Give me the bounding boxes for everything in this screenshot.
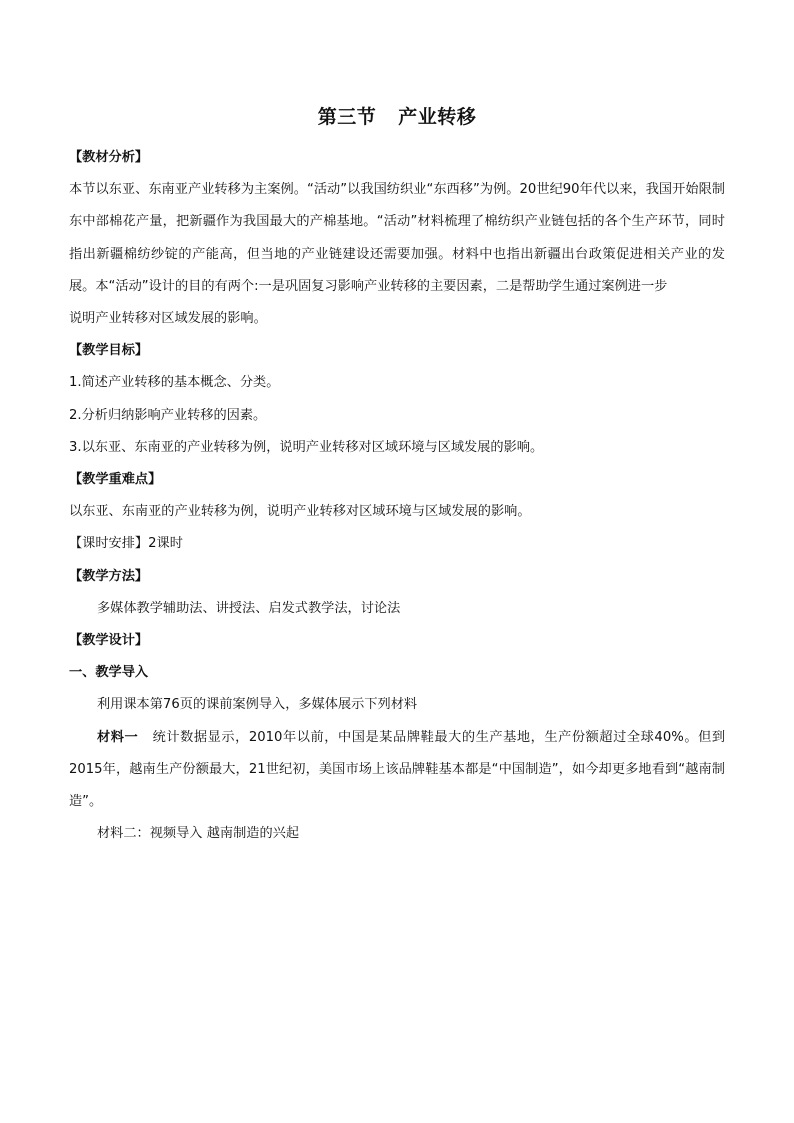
section-intro-title: 一、教学导入 (69, 665, 149, 681)
design-heading: 【教学设计】 (69, 633, 149, 649)
analysis-heading: 【教材分析】 (69, 150, 149, 165)
goal-item-1: 1.简述产业转移的基本概念、分类。 (69, 375, 280, 391)
page-title (0, 102, 794, 129)
schedule-value: 2课时 (148, 536, 183, 552)
material-one-label: 材料一 (97, 729, 139, 745)
material-one-text: 统计数据显示，2010年以前，中国是某品牌鞋最大的生产基地，生产份额超过全球40%。但到2015年，越南生产份额最大，21世纪初，美国市场上该品牌鞋基本都是“中国制造”，如今却更多地看到“越南制造”。 (69, 729, 726, 810)
schedule-line (69, 528, 725, 560)
goal-item-2: 2.分析归纳影响产业转移的因素。 (69, 407, 267, 423)
key-points-heading: 【教学重难点】 (69, 472, 162, 488)
methods-heading: 【教学方法】 (69, 568, 149, 584)
goal-item-3: 3.以东亚、东南亚的产业转移为例，说明产业转移对区域环境与区域发展的影响。 (69, 439, 544, 455)
material-two: 材料二：视频导入 越南制造的兴起 (97, 826, 300, 842)
analysis-paragraph: 本节以东亚、东南亚产业转移为主案例。“活动”以我国纺织业“东西移”为例。20世纪90年代以来，我国开始限制东中部棉花产量，把新疆作为我国最大的产棉基地。“活动”材料梳理了棉纺织产业链包括的各个生产环节，同时指出新疆棉纺纱锭的产能高，但当地的产业链建设还需要加强。材料中也指出新疆出台政策促进相关产业的发展。本“活动”设计的目的有两个:一是巩固复习影响产业转移的主要因素，二是帮助学生通过案例进一步 (69, 182, 725, 294)
methods-text: 多媒体教学辅助法、讲授法、启发式教学法，讨论法 (97, 600, 401, 616)
key-points-text: 以东亚、东南亚的产业转移为例，说明产业转移对区域环境与区域发展的影响。 (69, 504, 531, 520)
title-topic: 产业转移 (398, 106, 477, 128)
title-section-number: 第三节 (317, 106, 377, 128)
material-one (69, 722, 725, 819)
goals-heading: 【教学目标】 (69, 343, 149, 359)
document-body (69, 142, 725, 850)
schedule-label: 【课时安排】 (69, 536, 149, 552)
analysis-paragraph-end: 说明产业转移对区域发展的影响。 (69, 311, 267, 327)
intro-text: 利用课本第76页的课前案例导入，多媒体展示下列材料 (97, 697, 418, 713)
